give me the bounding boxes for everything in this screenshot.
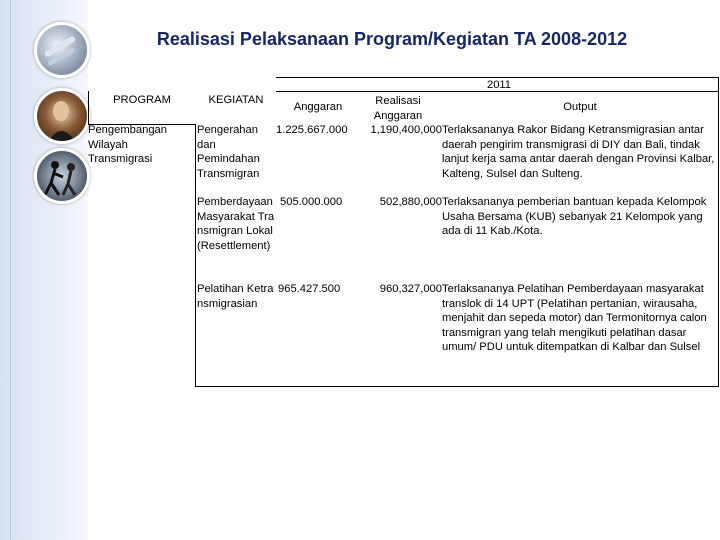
table-row-output: Terlaksananya Rakor Bidang Ketransmigrasian antar daerah pengirim transmigrasi di DIY dan Bali, tindak lanjut kerja sama antar daerah dengan Provinsi Kalbar, Kalteng, Sulsel dan Sulteng. — [442, 124, 715, 180]
decorative-sidebar — [0, 0, 88, 540]
table-row-kegiatan: Pelatihan Ketransmigrasian — [197, 283, 274, 310]
businesswoman-image — [34, 88, 90, 144]
slide-title: Realisasi Pelaksanaan Program/Kegiatan TA 2008-2012 — [156, 29, 628, 49]
table-row-anggaran: 1.225.667.000 — [276, 124, 348, 136]
table-row-kegiatan: Pemberdayaan Masyarakat Transmigran Lokal (Resettlement) — [197, 196, 275, 252]
program-name: Pengembangan Wilayah Transmigrasi — [88, 124, 168, 165]
year-header: 2011 — [486, 79, 512, 91]
anggaran-header: Anggaran — [293, 101, 343, 113]
realisasi-header: Realisasi Anggaran — [373, 95, 423, 122]
kegiatan-header: KEGIATAN — [208, 94, 264, 106]
table-row-kegiatan: Pengerahan dan Pemindahan Transmigran — [197, 124, 260, 180]
table-row-realisasi: 1,190,400,000 — [370, 124, 442, 136]
table-row-output: Terlaksananya pemberian bantuan kepada Kelompok Usaha Bersama (KUB) sebanyak 21 Kelompok yang ada di 11 Kab./Kota. — [442, 196, 707, 237]
table-row-realisasi: 502,880,000 — [379, 196, 442, 208]
sidebar-divider — [10, 0, 11, 540]
table-row-anggaran: 965.427.500 — [278, 283, 341, 295]
table-row-output: Terlaksananya Pelatihan Pemberdayaan masyarakat translok di 14 UPT (Pelatihan pertanian, wirausaha, menjahit dan sepeda motor) dan Termonitornya calon transmigran yang telah mengikuti pelatihan dasar umum/ PDU untuk ditempatkan di Kalbar dan Sulsel — [442, 283, 707, 353]
table-row-realisasi: 960,327,000 — [379, 283, 442, 295]
office-supplies-image — [34, 22, 90, 78]
table-row-anggaran: 505.000.000 — [280, 196, 343, 208]
output-header: Output — [563, 101, 597, 113]
running-people-image — [34, 148, 90, 204]
program-header: PROGRAM — [113, 94, 171, 106]
